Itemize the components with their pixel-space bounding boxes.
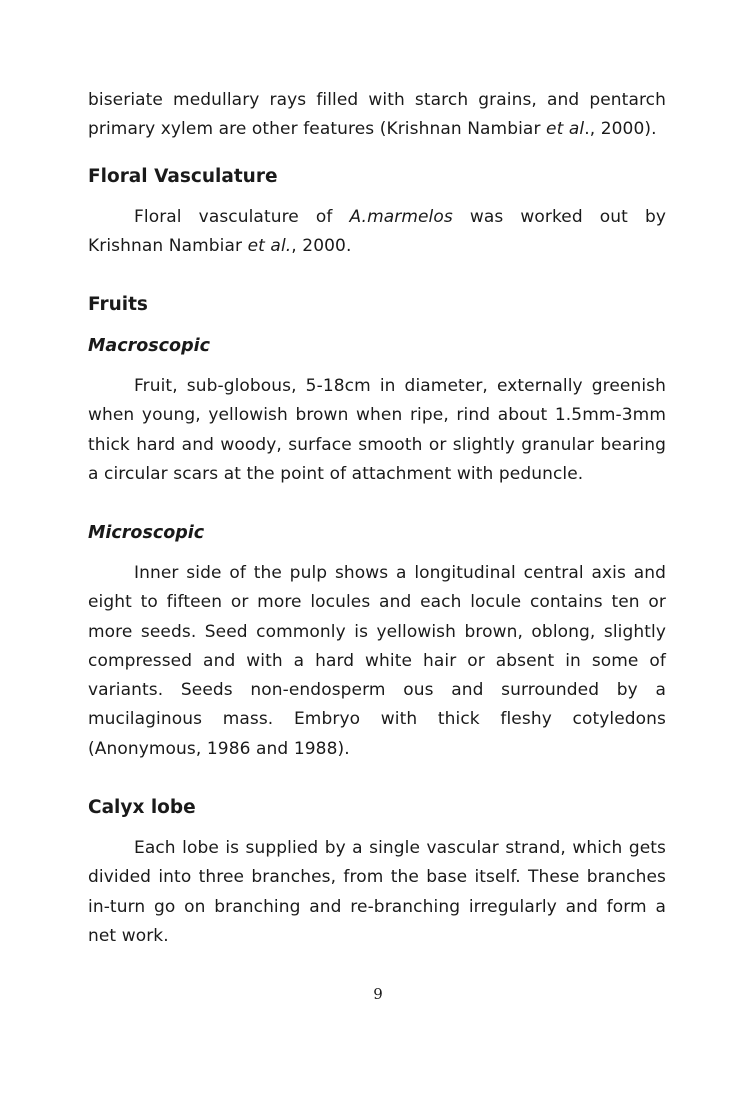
continuation-text: biseriate medullary rays filled with starch grains, and pentarch primary xylem are other features (Krishnan Nambiar xyxy=(88,90,666,140)
macroscopic-paragraph: Fruit, sub-globous, 5-18cm in diameter, externally greenish when young, yellowish brown when ripe, rind about 1.5mm-3mm thick hard and woody, surface smooth or slightly granular bearing a circular scars at the point of attachment with peduncle. xyxy=(88,376,666,484)
subheading-macroscopic: Macroscopic xyxy=(88,336,210,356)
citation-et-al: et al. xyxy=(247,236,292,257)
citation-et-al: et al xyxy=(546,119,585,140)
continuation-paragraph xyxy=(88,86,666,145)
continuation-text-end: ., 2000). xyxy=(584,119,657,140)
calyx-lobe-paragraph: Each lobe is supplied by a single vascular strand, which gets divided into three branches, from the base itself. These branches in-turn go on branching and re-branching irregularly and form a net work. xyxy=(88,838,666,946)
subheading-microscopic: Microscopic xyxy=(88,523,205,543)
species-name: A.marmelos xyxy=(349,207,453,227)
page-number: 9 xyxy=(373,985,383,1003)
section-heading-floral-vasculature: Floral Vasculature xyxy=(88,166,278,187)
floral-text-start: Floral vasculature of xyxy=(134,207,350,227)
floral-text-end: , 2000. xyxy=(291,236,352,257)
microscopic-paragraph: Inner side of the pulp shows a longitudinal central axis and eight to fifteen or more locules and each locule contains ten or more seeds. Seed commonly is yellowish brown, oblong, slightly compressed and with a hard white hair or absent in some of variants. Seeds non-endosperm ous and surrounded by a mucilaginous mass. Embryo with thick fleshy cotyledons (Anonymous, 1986 and 1988). xyxy=(88,563,666,759)
floral-text-middle: was worked out by Krishnan Nambiar xyxy=(88,207,666,257)
section-heading-fruits: Fruits xyxy=(88,294,148,315)
floral-vasculature-paragraph xyxy=(88,203,666,262)
section-heading-calyx-lobe: Calyx lobe xyxy=(88,797,196,818)
